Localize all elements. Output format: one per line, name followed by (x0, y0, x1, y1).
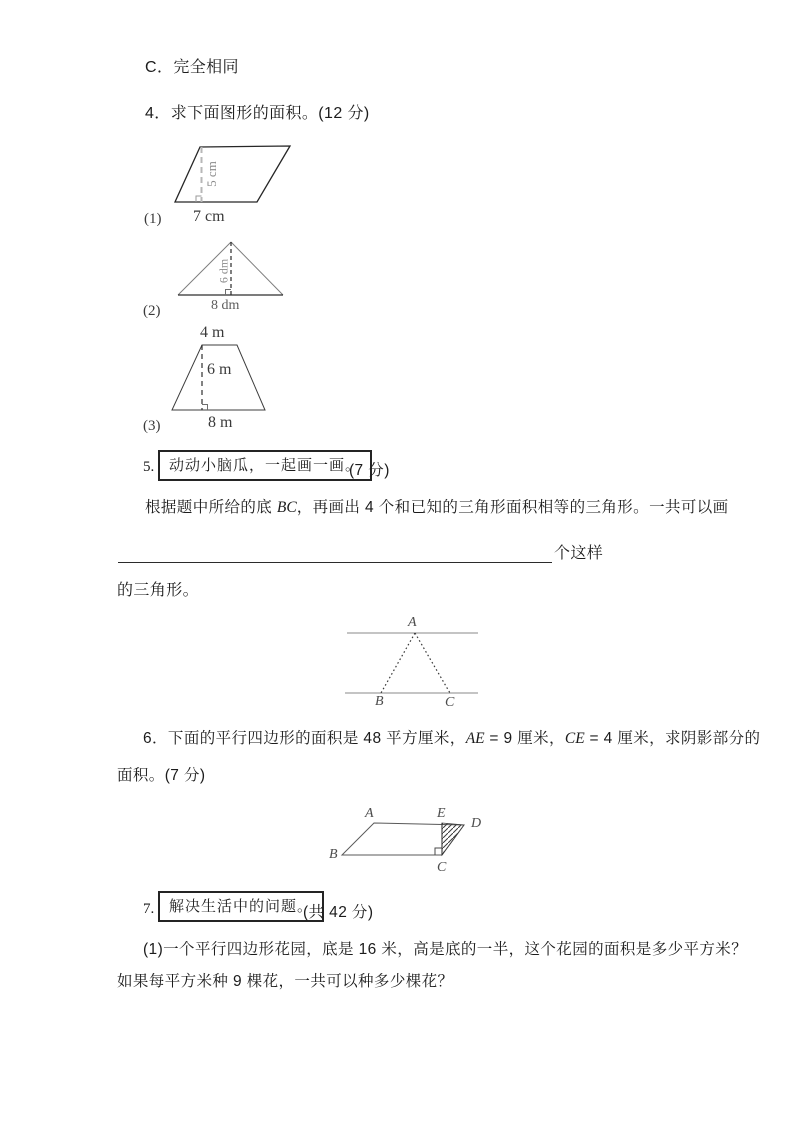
point-c-label: C (445, 695, 455, 710)
q5-number: 5. (143, 459, 155, 475)
trapezoid-drawing (140, 322, 330, 438)
point-c-label: C (437, 860, 447, 875)
q6-text-part3: = 4 厘米，求阴影部分的 (584, 730, 761, 747)
q6-var-ce: CE (564, 730, 585, 747)
parallelogram-height-label: 5 cm (204, 161, 219, 187)
q5-after-blank-text: 个这样 (554, 545, 604, 562)
q5-var-bc: BC (276, 499, 297, 516)
parallelogram-drawing (140, 138, 330, 240)
point-d-label: D (471, 816, 482, 831)
q7-points: (共 42 分) (303, 904, 374, 921)
q6-text-line1 (143, 729, 760, 748)
q5-points: (7 分) (349, 462, 390, 479)
q5-title-box: 动动小脑瓜，一起画一画。 (158, 450, 372, 481)
q7-number: 7. (143, 901, 155, 917)
q5-answer-blank (118, 545, 552, 563)
fig1-index-label: (1) (144, 211, 162, 227)
q4-title: 4．求下面图形的面积。(12 分) (145, 105, 370, 122)
option-c-text: C．完全相同 (145, 59, 239, 76)
q7-sub1-line1: (1)一个平行四边形花园，底是 16 米，高是底的一半，这个花园的面积是多少平方米？ (143, 941, 748, 958)
q5-text-line2: 的三角形。 (117, 582, 200, 599)
q4-figure-trapezoid (140, 322, 330, 438)
q5-text-part2: ，再画出 4 个和已知的三角形面积相等的三角形。一共可以画 (296, 499, 729, 516)
point-a-label: A (408, 615, 417, 630)
q4-figure-parallelogram (140, 138, 330, 240)
q4-figure-triangle (140, 233, 330, 325)
point-e-label: E (437, 806, 446, 821)
q6-var-ae: AE (465, 730, 485, 747)
q6-text-part2: = 9 厘米， (484, 730, 565, 747)
fig3-index-label: (3) (143, 418, 161, 434)
q7-sub1-line2: 如果每平方米种 9 棵花，一共可以种多少棵花？ (117, 973, 454, 990)
q6-figure-parallelogram-abcd (318, 803, 508, 888)
q6-text-part1: 6．下面的平行四边形的面积是 48 平方厘米， (143, 730, 466, 747)
point-a-label: A (365, 806, 374, 821)
parallelogram-base-label: 7 cm (193, 208, 225, 225)
fig2-index-label: (2) (143, 303, 161, 319)
q5-text-line1 (145, 498, 729, 517)
point-b-label: B (375, 694, 384, 709)
triangle-height-label: 6 dm (216, 258, 231, 284)
trapezoid-top-label: 4 m (200, 324, 225, 341)
q5-text-part1: 根据题中所给的底 (145, 499, 277, 516)
q5-figure-triangle-abc (300, 602, 560, 717)
q7-title-box: 解决生活中的问题。 (158, 891, 324, 922)
trapezoid-base-label: 8 m (208, 414, 233, 431)
q6-text-line2: 面积。(7 分) (117, 767, 206, 784)
triangle-base-label: 8 dm (211, 298, 240, 313)
triangle-abc-drawing (300, 602, 560, 717)
trapezoid-height-label: 6 m (207, 361, 232, 378)
point-b-label: B (329, 847, 338, 862)
